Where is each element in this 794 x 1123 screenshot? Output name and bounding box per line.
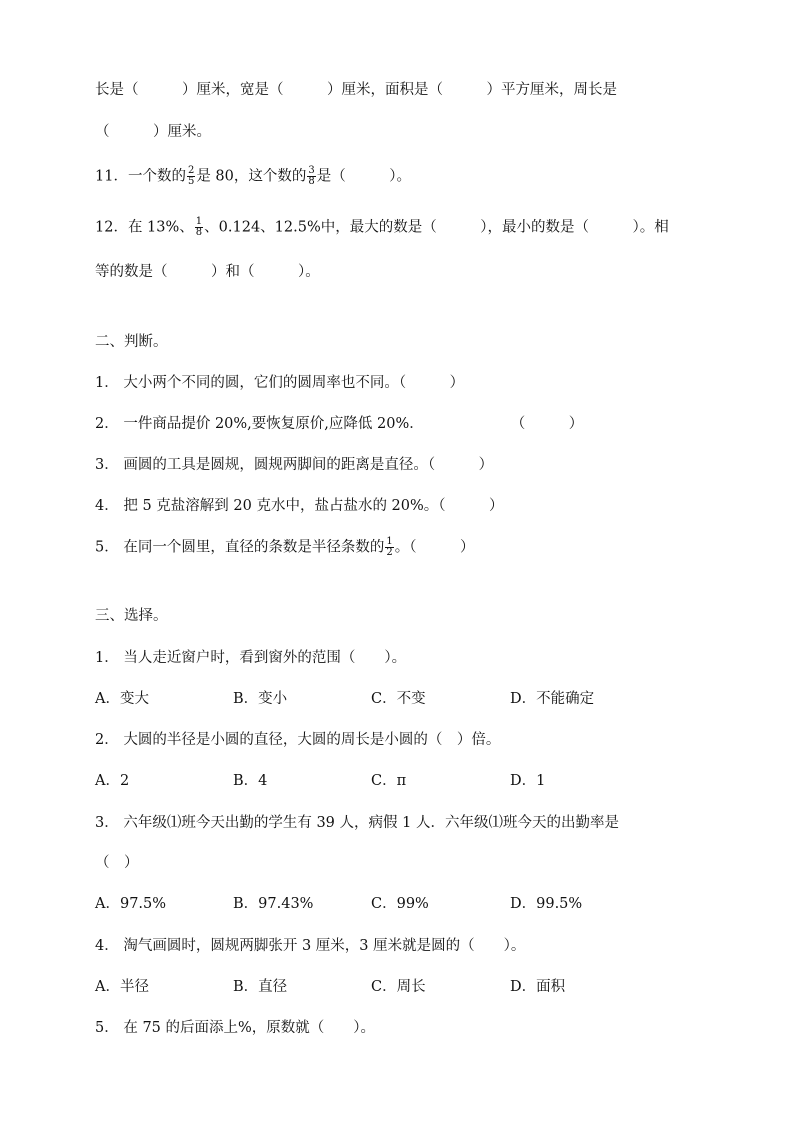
choice-question-4: 4． 淘气画圆时，圆规两脚张开 3 厘米，3 厘米就是圆的（ ）。 — [95, 938, 526, 954]
choice-question-1: 1． 当人走近窗户时，看到窗外的范围（ ）。 — [95, 650, 407, 666]
fill-line-1: 长是（ ）厘米，宽是（ ）厘米，面积是（ ）平方厘米，周长是 — [95, 82, 617, 98]
choice-1-option-b: B．变小 — [233, 691, 288, 707]
judge-item-4: 4． 把 5 克盐溶解到 20 克水中，盐占盐水的 20%。（ ） — [95, 498, 504, 514]
choice-1-option-c: C．不变 — [371, 691, 426, 707]
choice-4-option-b: B．直径 — [233, 979, 288, 995]
choice-3-option-c: C．99% — [371, 896, 429, 912]
fraction-two-fifths: $\frac{2}{5}$ — [187, 165, 195, 187]
choice-4-option-c: C．周长 — [371, 979, 426, 995]
choice-question-2: 2． 大圆的半径是小圆的直径，大圆的周长是小圆的（ ）倍。 — [95, 732, 501, 748]
question-11 — [95, 166, 411, 187]
choice-1-option-d: D．不能确定 — [510, 691, 595, 707]
q11-mid: 是 80，这个数的 — [196, 168, 307, 185]
section-choice-heading: 三、选择。 — [95, 608, 168, 624]
choice-2-option-d: D．1 — [510, 773, 546, 789]
choice-1-option-a: A．变大 — [95, 691, 149, 707]
choice-3-option-d: D．99.5% — [510, 896, 583, 912]
section-judge-heading: 二、判断。 — [95, 334, 168, 350]
judge-item-5-prefix: 5． 在同一个圆里，直径的条数是半径条数的 — [95, 539, 385, 556]
judge-item-5-suffix: 。（ ） — [394, 539, 475, 556]
fraction-one-eighth: $\frac{1}{8}$ — [195, 216, 203, 238]
question-12-line-2: 等的数是（ ）和（ ）。 — [95, 264, 320, 280]
judge-item-5 — [95, 537, 474, 558]
q12-prefix: 12．在 13%、 — [95, 219, 194, 236]
fraction-one-half: $\frac{1}{2}$ — [386, 536, 393, 558]
choice-2-option-a: A．2 — [95, 773, 130, 789]
judge-item-3: 3． 画圆的工具是圆规，圆规两脚间的距离是直径。（ ） — [95, 457, 494, 473]
q11-prefix: 11．一个数的 — [95, 168, 186, 185]
choice-3-option-a: A．97.5% — [95, 896, 167, 912]
fraction-three-eighths: $\frac{3}{8}$ — [308, 165, 315, 187]
choice-4-option-a: A．半径 — [95, 979, 149, 995]
choice-2-option-c: C．π — [371, 773, 407, 789]
choice-question-3: 3． 六年级⑴班今天出勤的学生有 39 人，病假 1 人．六年级⑴班今天的出勤率是 — [95, 815, 619, 831]
choice-question-3-blank: （ ） — [95, 855, 139, 871]
q11-suffix: 是（ ）。 — [316, 168, 412, 185]
judge-item-1: 1． 大小两个不同的圆，它们的圆周率也不同。（ ） — [95, 375, 465, 391]
choice-question-5: 5． 在 75 的后面添上%，原数就（ ）。 — [95, 1020, 376, 1036]
judge-item-2: 2． 一件商品提价 20%,要恢复原价,应降低 20%． （ ） — [95, 416, 584, 432]
question-12 — [95, 217, 669, 238]
choice-2-option-b: B．4 — [233, 773, 268, 789]
choice-3-option-b: B．97.43% — [233, 896, 314, 912]
fill-line-2: （ ）厘米。 — [95, 124, 211, 140]
q12-suffix: 、0.124、12.5%中，最大的数是（ ），最小的数是（ ）。相 — [204, 219, 669, 236]
choice-4-option-d: D．面积 — [510, 979, 566, 995]
